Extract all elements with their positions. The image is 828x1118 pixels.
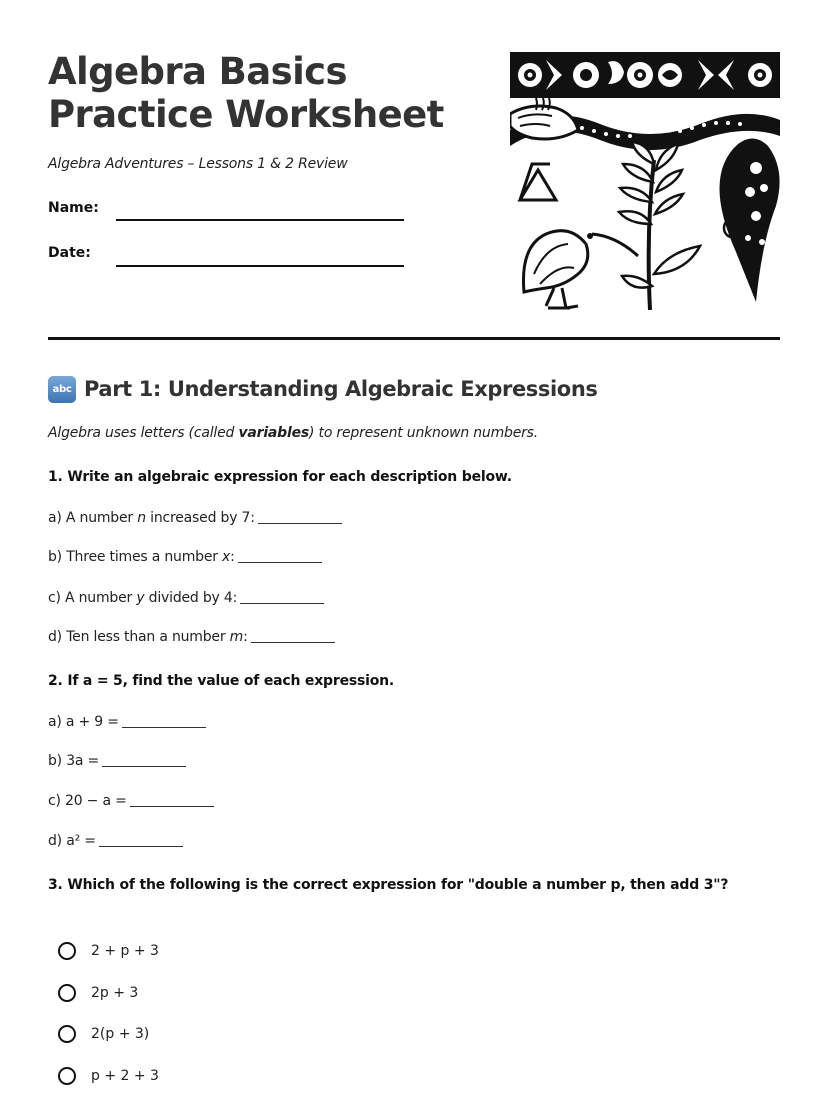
choice-label: 2 + p + 3 [91,943,159,959]
answer-blank[interactable] [238,561,322,563]
date-label: Date: [48,245,91,261]
item-text: b) Three times a number [48,549,223,565]
question-3-title: 3. Which of the following is the correct expression for "double a number p, then add 3"? [48,877,729,893]
name-field[interactable] [116,198,408,222]
part1-title: Part 1: Understanding Algebraic Expressions [84,377,598,401]
question-1-title: 1. Write an algebraic expression for each description below. [48,469,512,485]
choice-option-2[interactable] [58,981,138,1005]
intro-bold-term: variables [238,425,310,441]
question-2-title: 2. If a = 5, find the value of each expression. [48,673,395,689]
question-1d [48,629,335,645]
answer-blank[interactable] [99,845,183,847]
intro-text: Algebra uses letters (called [48,425,239,441]
answer-blank[interactable] [122,726,206,728]
question-2b [48,753,186,769]
question-2a [48,714,206,730]
item-text: a) a + 9 = [48,714,119,730]
decorative-bird-plant-illustration [510,52,780,314]
item-text: d) a² = [48,833,96,849]
radio-button[interactable] [58,942,76,960]
answer-blank[interactable] [258,522,342,524]
name-label: Name: [48,200,99,216]
date-field[interactable] [116,243,408,267]
worksheet-subtitle: Algebra Adventures – Lessons 1 & 2 Review [48,156,348,172]
answer-blank[interactable] [102,765,186,767]
worksheet-page [48,0,780,1118]
question-2d [48,833,183,849]
part1-intro [48,425,538,441]
item-text: d) Ten less than a number [48,629,230,645]
header-divider [48,337,780,340]
intro-text-end: ) to represent unknown numbers. [309,425,539,441]
item-text: c) A number [48,590,137,606]
item-text: c) 20 − a = [48,793,127,809]
item-text: divided by 4: [144,590,238,606]
answer-blank[interactable] [251,641,335,643]
item-variable: x [222,549,231,565]
question-1a [48,510,342,526]
question-1c [48,590,324,606]
abc-input-symbol-icon: abc [48,376,76,403]
question-2c [48,793,214,809]
page-title: Algebra Basics Practice Worksheet [48,50,444,136]
item-text: increased by 7: [145,510,255,526]
radio-button[interactable] [58,984,76,1002]
item-text: a) A number [48,510,138,526]
choice-label: p + 2 + 3 [91,1068,159,1084]
radio-button[interactable] [58,1025,76,1043]
answer-blank[interactable] [130,805,214,807]
part1-heading [48,373,597,405]
item-text: b) 3a = [48,753,100,769]
choice-option-3[interactable] [58,1022,149,1046]
item-text: : [243,629,248,645]
radio-button[interactable] [58,1067,76,1085]
choice-label: 2(p + 3) [91,1026,150,1042]
item-variable: m [229,629,244,645]
item-text: : [230,549,235,565]
answer-blank[interactable] [240,602,324,604]
question-1b [48,549,322,565]
item-variable: n [137,510,146,526]
choice-option-4[interactable] [58,1064,159,1088]
choice-label: 2p + 3 [91,985,139,1001]
choice-option-1[interactable] [58,939,159,963]
item-variable: y [136,590,145,606]
